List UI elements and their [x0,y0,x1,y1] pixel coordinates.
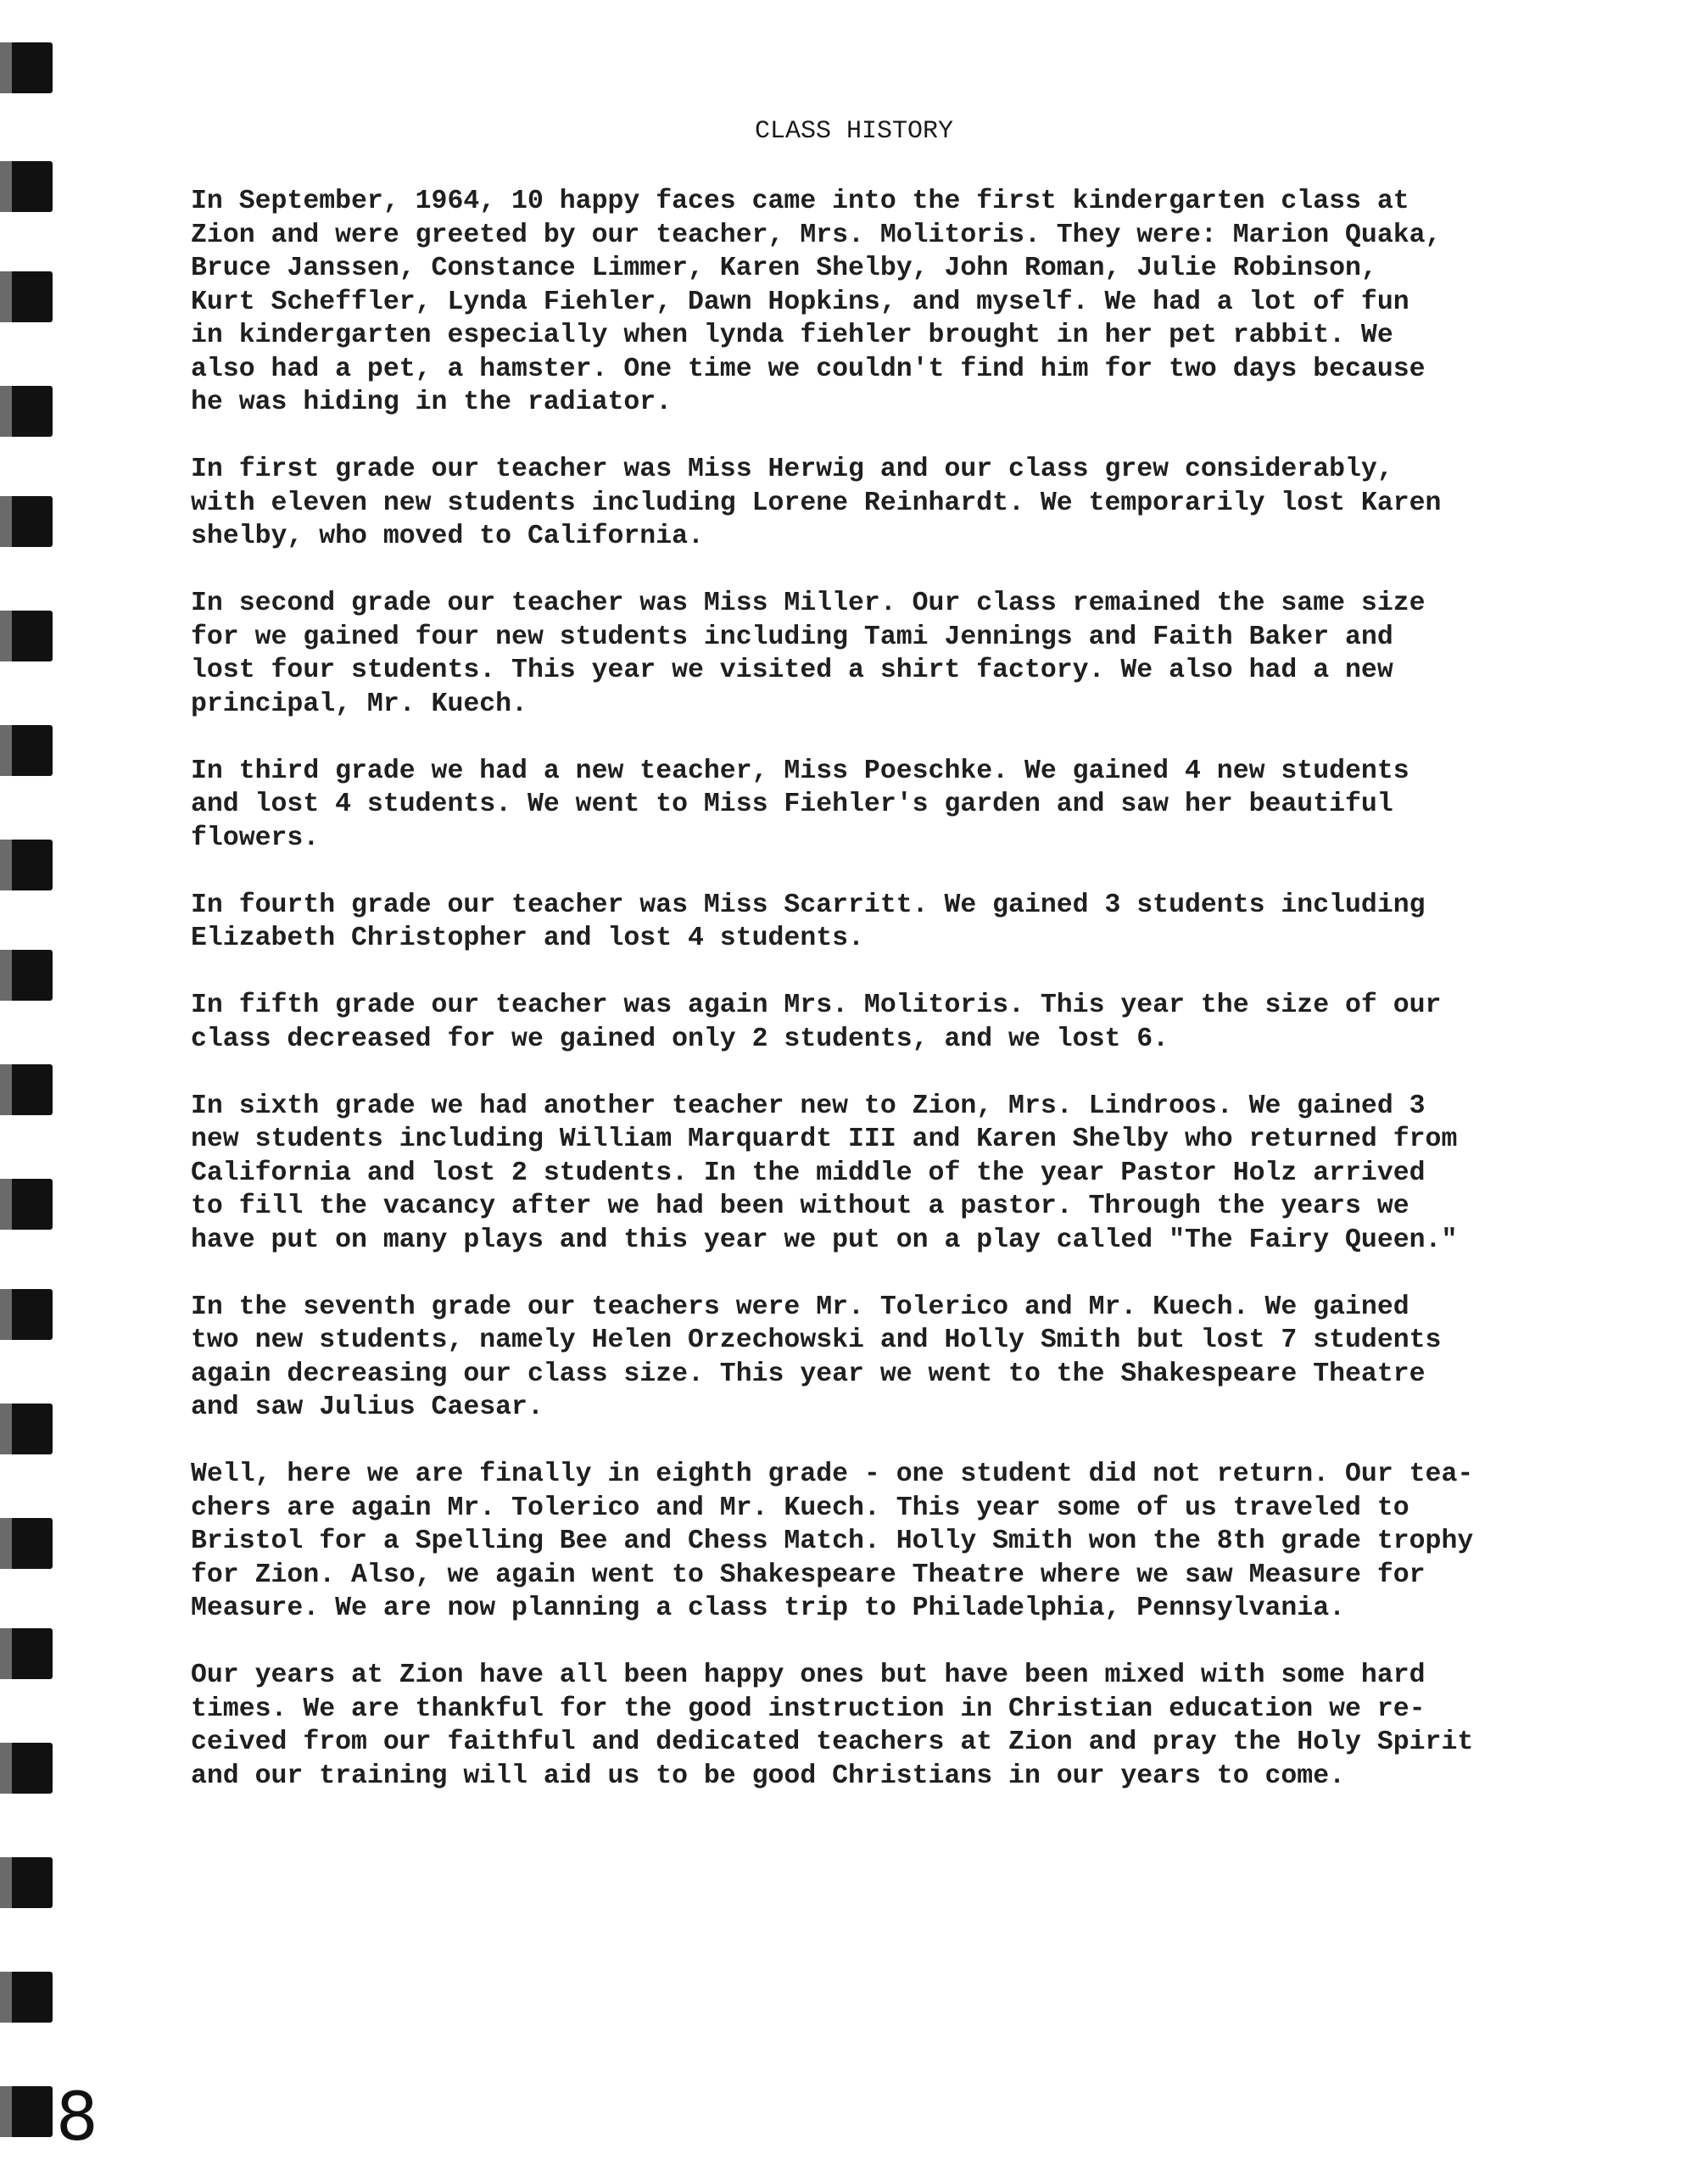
text-line: In fourth grade our teacher was Miss Scarritt. We gained 3 students including [191,890,1426,920]
paragraph [191,1458,1633,1626]
text-line: in kindergarten especially when lynda fiehler brought in her pet rabbit. We [191,321,1393,350]
binding-hole [0,42,53,93]
binding-hole [0,1289,53,1340]
binding-hole [0,1064,53,1115]
text-line: he was hiding in the radiator. [191,388,673,417]
text-line: to fill the vacancy after we had been without a pastor. Through the years we [191,1192,1409,1221]
binding-hole [0,1743,53,1794]
text-line: Measure. We are now planning a class trip to Philadelphia, Pennsylvania. [191,1593,1346,1623]
binding-hole [0,1518,53,1569]
text-line: for Zion. Also, we again went to Shakespeare Theatre where we saw Measure for [191,1560,1426,1590]
page-number: 8 [56,2079,98,2156]
paragraph [191,889,1633,956]
paragraph [191,453,1633,554]
text-line: also had a pet, a hamster. One time we couldn't find him for two days because [191,354,1426,384]
text-line: class decreased for we gained only 2 students, and we lost 6. [191,1024,1169,1054]
binding-hole [0,496,53,547]
paragraph [191,587,1633,721]
binding-hole [0,386,53,437]
binding-hole [0,1857,53,1908]
binding-hole [0,611,53,661]
text-line: In third grade we had a new teacher, Miss Poeschke. We gained 4 new students [191,756,1409,786]
text-line: and lost 4 students. We went to Miss Fiehler's garden and saw her beautiful [191,790,1393,819]
text-line: principal, Mr. Kuech. [191,689,527,719]
binding-hole [0,161,53,212]
paragraph [191,1090,1633,1258]
binding-hole [0,725,53,776]
text-line: lost four students. This year we visited a shirt factory. We also had a new [191,656,1393,685]
binding-hole [0,271,53,322]
text-line: two new students, namely Helen Orzechowski and Holly Smith but lost 7 students [191,1325,1442,1355]
text-line: times. We are thankful for the good instruction in Christian education we re- [191,1694,1426,1724]
binding-hole [0,1628,53,1679]
text-line: Bristol for a Spelling Bee and Chess Match. Holly Smith won the 8th grade trophy [191,1526,1474,1556]
text-line: Our years at Zion have all been happy ones but have been mixed with some hard [191,1660,1426,1690]
text-line: In first grade our teacher was Miss Herwig and our class grew considerably, [191,455,1393,484]
text-line: for we gained four new students including Tami Jennings and Faith Baker and [191,622,1393,652]
text-line: again decreasing our class size. This year we went to the Shakespeare Theatre [191,1359,1426,1389]
text-line: Bruce Janssen, Constance Limmer, Karen Shelby, John Roman, Julie Robinson, [191,254,1377,283]
paragraph [191,1659,1633,1793]
document-body [191,185,1633,1827]
binding-hole [0,840,53,890]
text-line: California and lost 2 students. In the middle of the year Pastor Holz arrived [191,1158,1426,1188]
text-line: In fifth grade our teacher was again Mrs. Molitoris. This year the size of our [191,991,1442,1020]
text-line: chers are again Mr. Tolerico and Mr. Kuech. This year some of us traveled to [191,1493,1409,1523]
page-title: CLASS HISTORY [754,117,954,146]
binding-hole [0,2086,53,2137]
text-line: Kurt Scheffler, Lynda Fiehler, Dawn Hopkins, and myself. We had a lot of fun [191,287,1409,317]
text-line: Elizabeth Christopher and lost 4 students. [191,924,864,953]
paragraph [191,755,1633,856]
text-line: Zion and were greeted by our teacher, Mrs. Molitoris. They were: Marion Quaka, [191,220,1442,250]
text-line: and our training will aid us to be good Christians in our years to come. [191,1761,1346,1791]
text-line: shelby, who moved to California. [191,522,704,551]
binding-hole [0,1972,53,2023]
text-line: ceived from our faithful and dedicated teachers at Zion and pray the Holy Spirit [191,1727,1474,1757]
text-line: In sixth grade we had another teacher new to Zion, Mrs. Lindroos. We gained 3 [191,1091,1426,1121]
text-line: new students including William Marquardt III and Karen Shelby who returned from [191,1125,1458,1154]
spiral-binding [0,0,68,2171]
text-line: In September, 1964, 10 happy faces came into the first kindergarten class at [191,187,1409,216]
text-line: have put on many plays and this year we put on a play called "The Fairy Queen." [191,1225,1458,1255]
text-line: and saw Julius Caesar. [191,1392,544,1422]
paragraph [191,185,1633,420]
text-line: flowers. [191,823,320,853]
binding-hole [0,1404,53,1454]
binding-hole [0,950,53,1001]
text-line: with eleven new students including Lorene Reinhardt. We temporarily lost Karen [191,488,1442,518]
text-line: In second grade our teacher was Miss Miller. Our class remained the same size [191,589,1426,618]
paragraph [191,989,1633,1056]
text-line: Well, here we are finally in eighth grade - one student did not return. Our tea- [191,1459,1474,1489]
binding-hole [0,1179,53,1230]
paragraph [191,1291,1633,1425]
text-line: In the seventh grade our teachers were Mr. Tolerico and Mr. Kuech. We gained [191,1292,1409,1322]
